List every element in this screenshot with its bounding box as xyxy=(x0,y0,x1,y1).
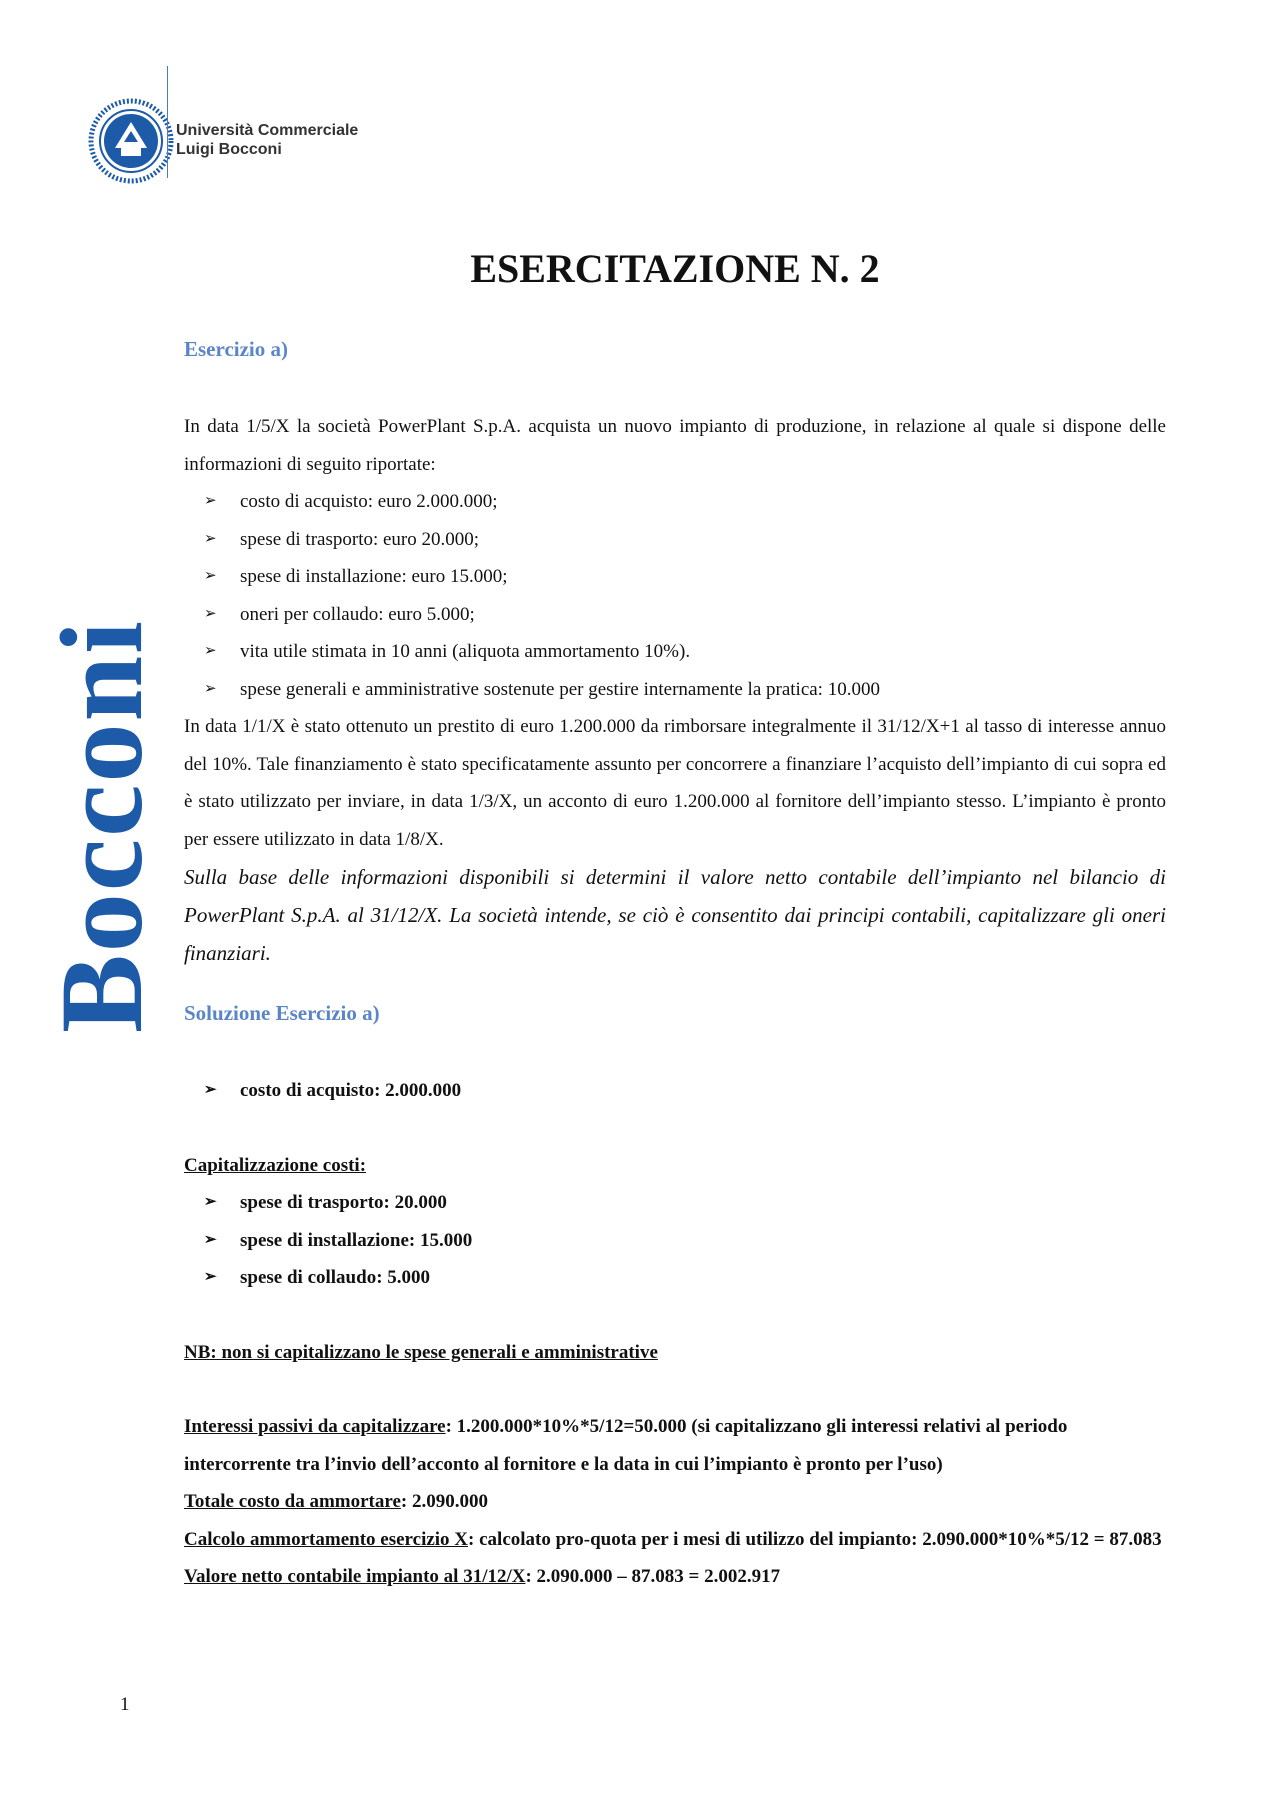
depreciation-line xyxy=(184,1521,1166,1559)
arrow-bullet-icon: ➢ xyxy=(204,1082,217,1098)
document-body xyxy=(184,334,1166,1596)
list-item: ➢ spese di installazione: 15.000 xyxy=(204,1222,1166,1260)
capitalization-bullet-list xyxy=(184,1184,1166,1297)
list-item: ➢ costo di acquisto: euro 2.000.000; xyxy=(204,483,1166,521)
arrow-bullet-icon: ➢ xyxy=(204,680,217,697)
bocconi-seal-icon xyxy=(88,98,174,184)
exercise-bullet-list xyxy=(184,483,1166,708)
total-label: Totale costo da ammortare xyxy=(184,1491,401,1512)
list-item: ➢ costo di acquisto: 2.000.000 xyxy=(204,1072,1166,1110)
arrow-bullet-icon: ➢ xyxy=(204,1194,217,1210)
page-title: ESERCITAZIONE N. 2 xyxy=(470,245,880,291)
arrow-bullet-icon: ➢ xyxy=(204,493,217,509)
arrow-bullet-icon: ➢ xyxy=(204,1231,217,1248)
arrow-bullet-icon: ➢ xyxy=(204,568,217,584)
exercise-question: Sulla base delle informazioni disponibili si determini il valore netto contabile dell’impianto nel bilancio di PowerPlant S.p.A. al 31/12/X. La società intende, se ciò è consentito dai principi contabili, capitalizzare gli oneri finanziari. xyxy=(184,865,1166,965)
list-item: ➢ spese di installazione: euro 15.000; xyxy=(204,558,1166,596)
arrow-bullet-icon: ➢ xyxy=(204,530,217,547)
capitalization-label: Capitalizzazione costi: xyxy=(184,1154,367,1176)
total-text: : 2.090.000 xyxy=(400,1491,488,1512)
interest-label: Interessi passivi da capitalizzare xyxy=(184,1416,446,1437)
university-name-line2: Luigi Bocconi xyxy=(176,141,282,158)
interest-text: : 1.200.000*10%*5/12=50.000 (si capitalizzano gli interessi relativi al periodo intercorrente tra l’invio dell’acconto al fornitore e la data in cui l’impianto è pronto per l’uso) xyxy=(184,1416,1068,1475)
net-value-line xyxy=(184,1558,1166,1596)
net-value-text: : 2.090.000 – 87.083 = 2.002.917 xyxy=(525,1566,781,1587)
arrow-bullet-icon: ➢ xyxy=(204,605,217,622)
list-item: ➢ spese di trasporto: euro 20.000; xyxy=(204,521,1166,559)
header-divider xyxy=(167,66,168,178)
list-item: ➢ spese di collaudo: 5.000 xyxy=(204,1259,1166,1297)
nb-note: NB: non si capitalizzano le spese generali e amministrative xyxy=(184,1341,658,1363)
list-item: ➢ spese di trasporto: 20.000 xyxy=(204,1184,1166,1222)
financing-paragraph: In data 1/1/X è stato ottenuto un prestito di euro 1.200.000 da rimborsare integralmente il 31/12/X+1 al tasso di interesse annuo del 10%. Tale finanziamento è stato specificatamente assunto per concorrere a finanziare l’acquisto dell’impianto di cui sopra ed è stato utilizzato per inviare, in data 1/3/X, un acconto di euro 1.200.000 al fornitore dell’impianto stesso. L’impianto è pronto per essere utilizzato in data 1/8/X. xyxy=(184,716,1166,850)
exercise-intro: In data 1/5/X la società PowerPlant S.p.A. acquista un nuovo impianto di produzione, in relazione al quale si dispone delle informazioni di seguito riportate: xyxy=(184,416,1166,475)
net-value-label: Valore netto contabile impianto al 31/12/X xyxy=(184,1566,526,1587)
depreciation-label: Calcolo ammortamento esercizio X xyxy=(184,1528,469,1550)
purchase-bullet-list xyxy=(184,1072,1166,1110)
exercise-heading: Esercizio a) xyxy=(184,337,288,361)
total-line xyxy=(184,1483,1166,1521)
list-item: ➢ oneri per collaudo: euro 5.000; xyxy=(204,596,1166,634)
list-item: ➢ vita utile stimata in 10 anni (aliquota ammortamento 10%). xyxy=(204,633,1166,671)
solution-heading: Soluzione Esercizio a) xyxy=(184,1001,380,1025)
university-name xyxy=(176,121,358,159)
university-name-line1: Università Commerciale xyxy=(176,122,359,139)
interest-line xyxy=(184,1408,1166,1483)
list-item: ➢ spese generali e amministrative sostenute per gestire internamente la pratica: 10.000 xyxy=(204,671,1166,709)
arrow-bullet-icon: ➢ xyxy=(204,1269,217,1285)
bocconi-side-wordmark: Bocconi xyxy=(36,619,167,1033)
arrow-bullet-icon: ➢ xyxy=(204,643,217,659)
depreciation-text: : calcolato pro-quota per i mesi di utilizzo del impianto: 2.090.000*10%*5/12 = 87.083 xyxy=(468,1528,1162,1550)
page-number: 1 xyxy=(120,1694,130,1715)
